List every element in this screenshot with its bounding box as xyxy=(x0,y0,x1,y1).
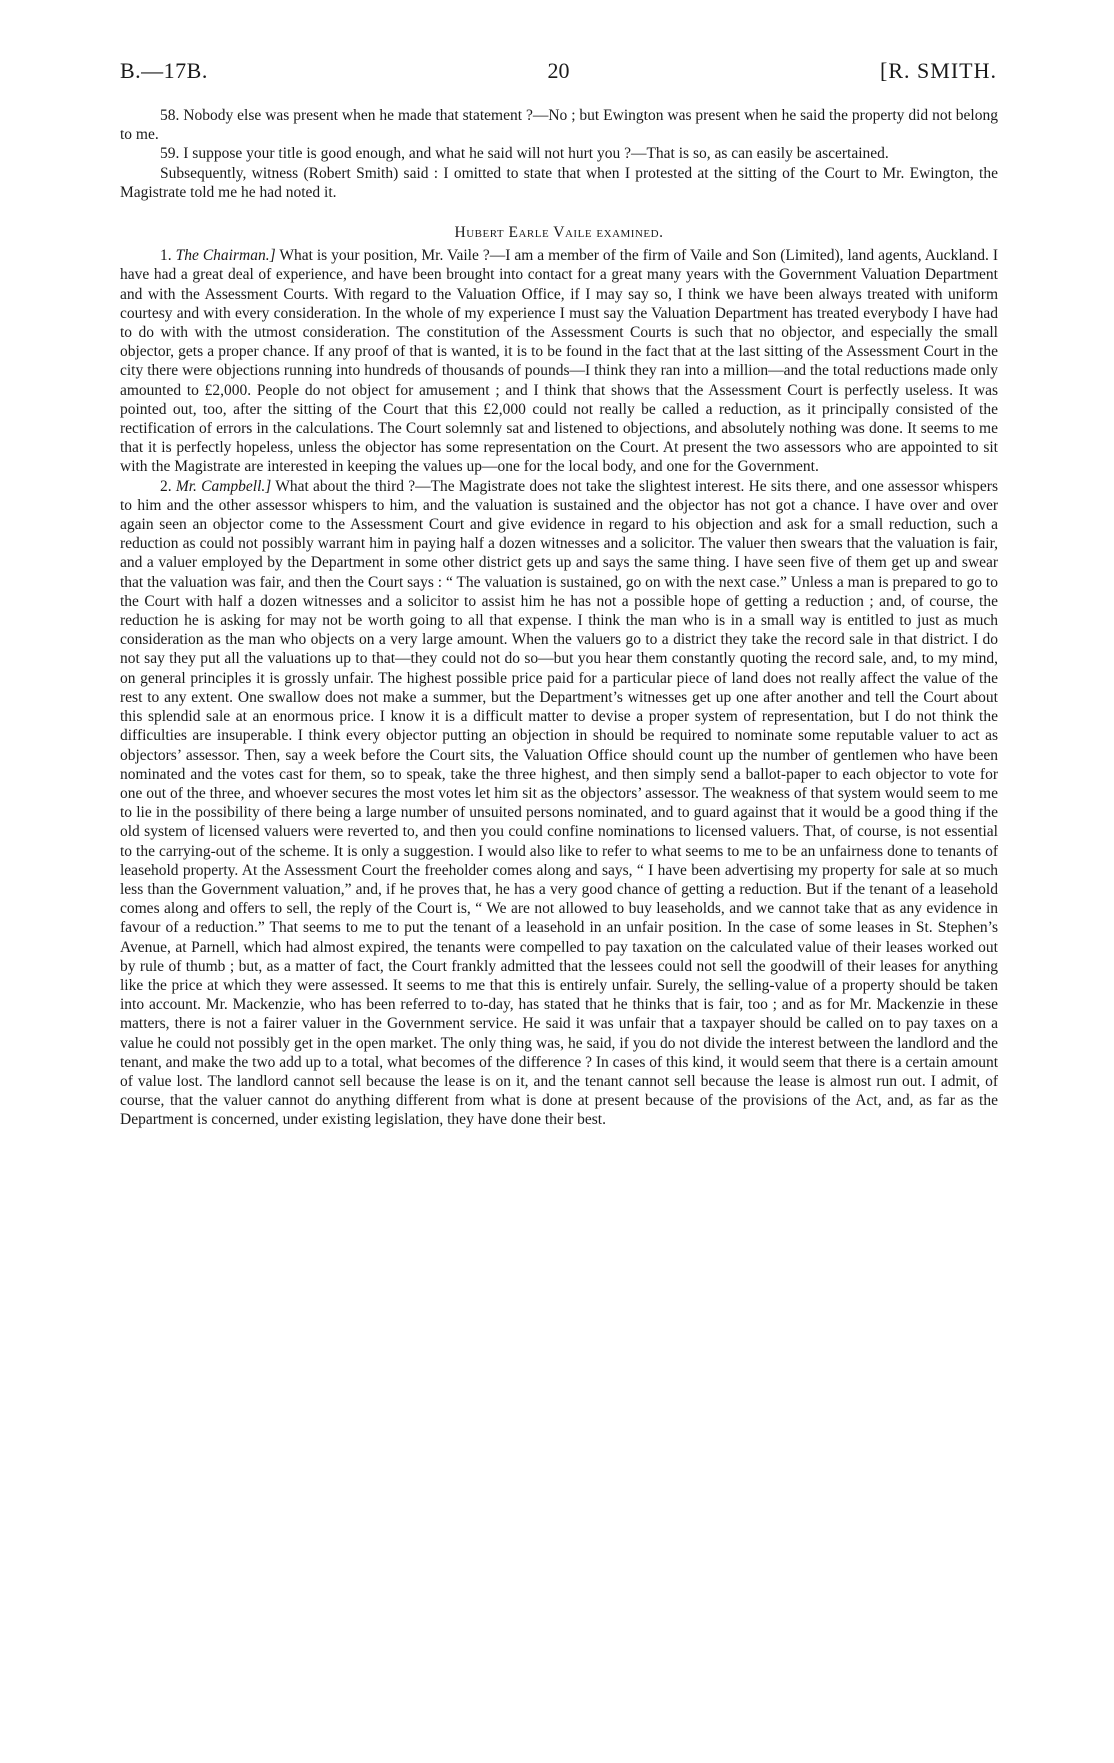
question-number: 2. xyxy=(160,477,172,495)
section-heading: Hubert Earle Vaile examined. xyxy=(454,224,664,242)
paragraph-q2 xyxy=(120,477,998,1130)
paragraph-q58: 58. Nobody else was present when he made that statement ?—No ; but Ewington was present when he said the property did not belong to me. xyxy=(120,107,998,144)
speaker-name: Mr. Campbell.] xyxy=(175,477,272,495)
page-header xyxy=(120,58,997,92)
question-number: 1. xyxy=(160,247,172,265)
paragraph-q1 xyxy=(120,246,998,476)
page-number: 20 xyxy=(547,58,570,83)
witness-name: [R. SMITH. xyxy=(880,58,997,83)
document-reference: B.—17B. xyxy=(120,58,208,83)
answer-text: What about the third ?—The Magistrate does not take the slightest interest. He sits there, and one assessor whispers to him and the other assessor whispers to him, and the valuation is sustained and the objector has not got a chance. I have over and over again seen an objector come to the Assessment Court and give evidence in regard to his objection and ask for a small reduction, such a reduction as could not possibly warrant him in paying half a dozen witnesses and a solicitor. The valuer then swears that the valuation is fair, and a valuer employed by the Department in some other district gets up and says the same thing. I have seen five of them get up and swear that the valuation was fair, and then the Court says : “ The valuation is sustained, go on with the next case.” Unless a man is prepared to go to the Court with half a dozen witnesses and a solicitor to assist him he has not a possible hope of getting a reduction ; and, of course, the reduction he is asking for may not be worth going to all that expense. I think the man who is in a small way is entitled to just as much consideration as the man who objects on a very large amount. When the valuers go to a district they take the record sale in that district. I do not say they put all the valuations up to that—they could not do so—but you hear them constantly quoting the record sale, and, to my mind, on general principles it is grossly unfair. The highest possible price paid for a particular piece of land does not really affect the value of the rest to any extent. One swallow does not make a summer, but the Department’s witnesses get up one after another and tell the Court about this splendid sale at an enormous price. I know it is a difficult matter to devise a proper system of representation, but I do not think the difficulties are insuperable. I think every objector putting an objection in should be required to nominate some reputable valuer to act as objectors’ assessor. Then, say a week before the Court sits, the Valuation Office should count up the number of gentlemen who have been nominated and the votes cast for them, so to speak, take the three highest, and then simply send a ballot-paper to each objector to vote for one out of the three, and whoever secures the most votes let him sit as the objectors’ assessor. The weakness of that system would seem to me to lie in the possibility of there being a large number of unsuited persons nominated, and to guard against that it would be a good thing if the old system of licensed valuers were reverted to, and then you could confine nominations to licensed valuers. That, of course, is not essential to the carrying-out of the scheme. It is only a suggestion. I would also like to refer to what seems to me to be an unfairness done to tenants of leasehold property. At the Assessment Court the freeholder comes along and says, “ I have been advertising my property for sale at so much less than the Government valuation,” and, if he proves that, he has a very good chance of getting a reduction. But if the tenant of a leasehold comes along and offers to sell, the reply of the Court is, “ We are not allowed to buy leaseholds, and we cannot take that as any evidence in favour of a reduction.” That seems to me to put the tenant of a leasehold in an unfair position. In the case of some leases in St. Stephen’s Avenue, at Parnell, which had almost expired, the tenants were compelled to pay taxation on the calculated value of their leases worked out by rule of thumb ; but, as a matter of fact, the Court frankly admitted that the lessees could not sell the goodwill of their leases for anything like the price at which they were assessed. It seems to me that this is entirely unfair. Surely, the selling-value of a property should be taken into account. Mr. Mackenzie, who has been referred to to-day, has stated that he thinks that is fair, too ; and as for Mr. Mackenzie in these matters, there is not a fairer valuer in the Government service. He said it was unfair that a taxpayer should be called on to pay taxes on a value he could not possibly get in the open market. The only thing was, he said, if you do not divide the interest between the landlord and the tenant, and make the two add up to a total, what becomes of the difference ? In cases of this kind, it would seem that there is a certain amount of value lost. The landlord cannot sell because the lease is on it, and the tenant cannot sell because the lease is almost run out. I admit, of course, that the valuer cannot do anything different from what is done at present because of the provisions of the Act, and, as far as the Department is concerned, under existing legislation, they have done their best. xyxy=(120,477,998,1129)
paragraph-subsequently: Subsequently, witness (Robert Smith) said : I omitted to state that when I protested at the sitting of the Court to Mr. Ewington, the Magistrate told me he had noted it. xyxy=(120,164,998,201)
paragraph-q59: 59. I suppose your title is good enough, and what he said will not hurt you ?—That is so, as can easily be ascertained. xyxy=(160,145,889,163)
document-body xyxy=(120,106,998,1130)
answer-text: What is your position, Mr. Vaile ?—I am a member of the firm of Vaile and Son (Limited), land agents, Auckland. I have had a great deal of experience, and have been brought into contact for a great many years with the Government Valuation Department and with the Assessment Courts. With regard to the Valuation Office, if I may say so, I think we have been always treated with uniform courtesy and with every consideration. In the whole of my experience I must say the Valuation Department has treated everybody I have had to do with with the utmost consideration. The constitution of the Assessment Courts is such that no objector, and especially the small objector, gets a proper chance. If any proof of that is wanted, it is to be found in the fact that at the last sitting of the Assessment Court in the city there were objections running into hundreds of thousands of pounds—I think they ran into a million—and the total reductions made only amounted to £2,000. People do not object for amusement ; and I think that shows that the Assessment Court is perfectly useless. It was pointed out, too, after the sitting of the Court that this £2,000 could not really be called a reduction, as it principally consisted of the rectification of errors in the calculations. The Court solemnly sat and listened to objections, and absolutely nothing was done. It seems to me that it is perfectly hopeless, unless the objector has some representation on the Court. At present the two assessors who are appointed to sit with the Magistrate are interested in keeping the values up—one for the local body, and one for the Government. xyxy=(120,247,999,476)
speaker-name: The Chairman.] xyxy=(175,247,276,265)
